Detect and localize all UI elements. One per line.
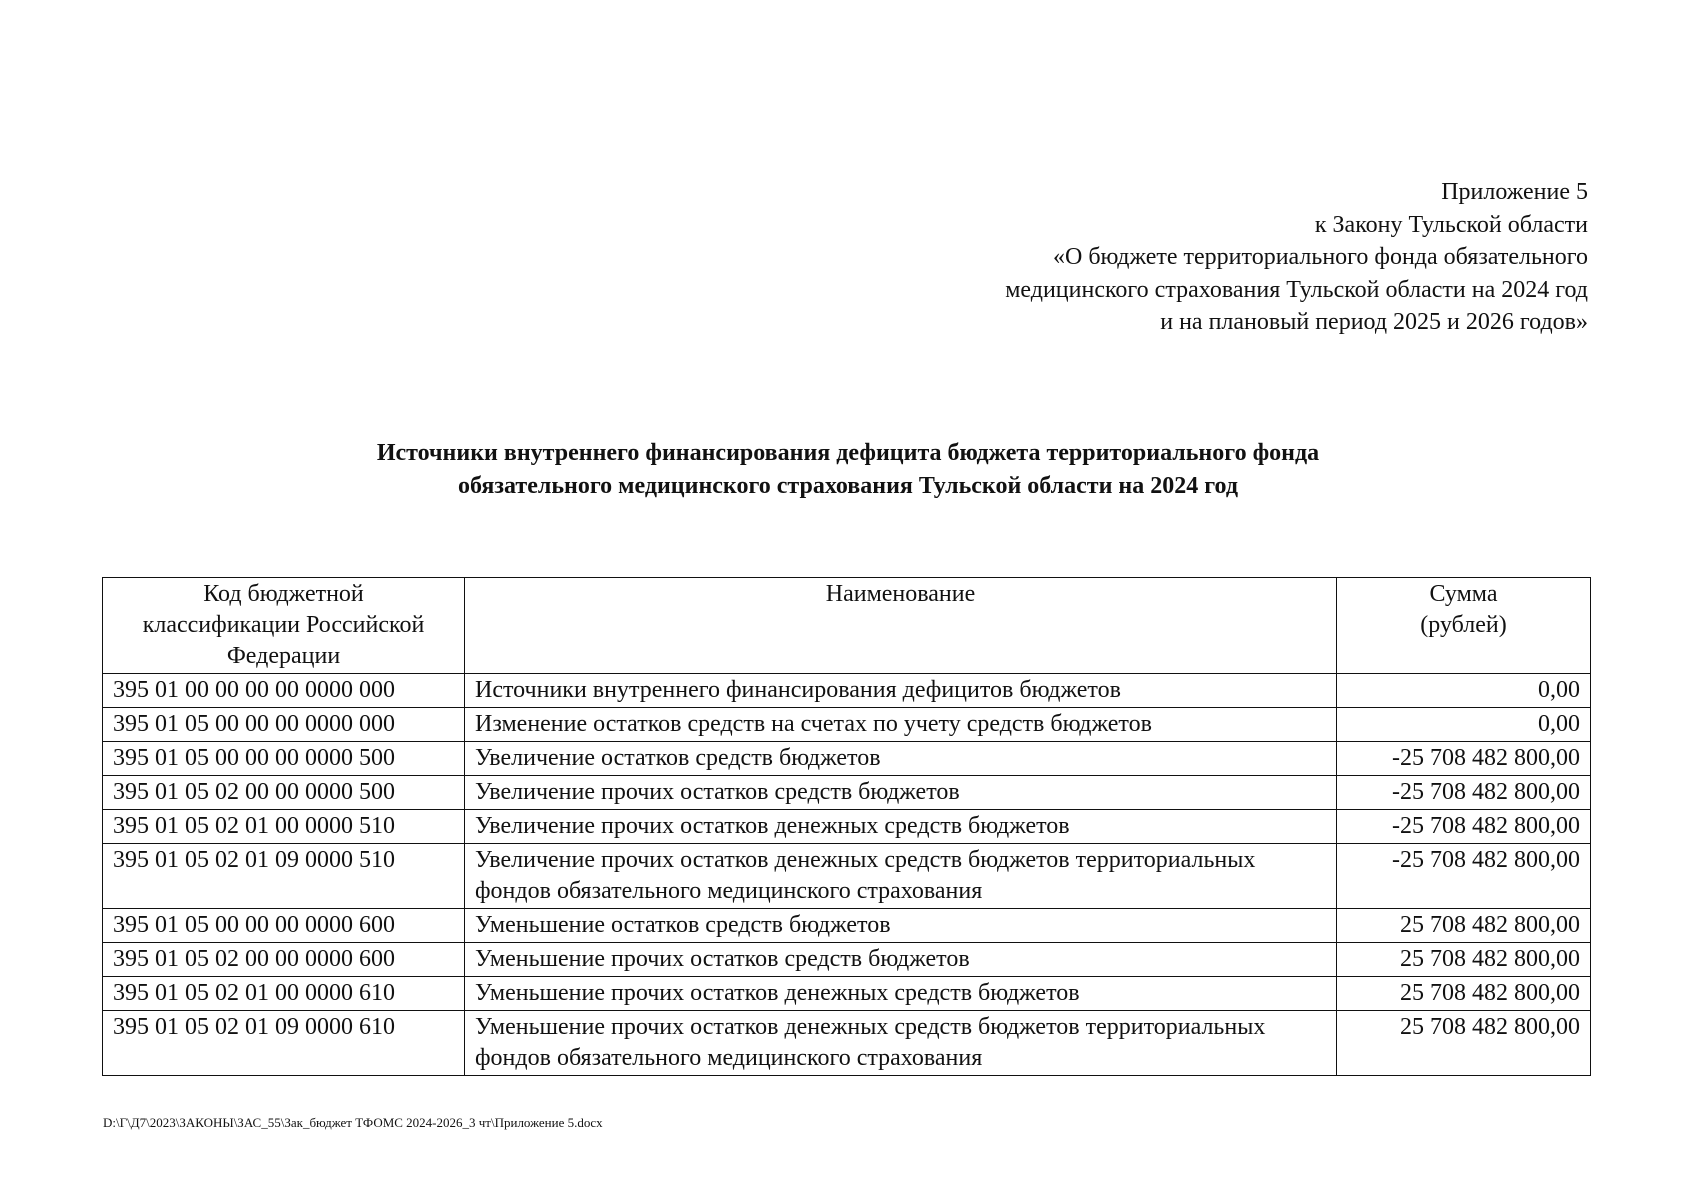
cell-code: 395 01 05 00 00 00 0000 600: [103, 909, 465, 943]
table-row: [103, 708, 1591, 742]
table-row: [103, 776, 1591, 810]
table-row: [103, 674, 1591, 708]
cell-code: 395 01 05 00 00 00 0000 000: [103, 708, 465, 742]
cell-sum: 0,00: [1337, 708, 1591, 742]
document-title-line-2: обязательного медицинского страхования Тульской области на 2024 год: [458, 473, 1238, 499]
header-code: [103, 578, 465, 674]
appendix-line: и на плановый период 2025 и 2026 годов»: [1160, 309, 1588, 335]
cell-code: 395 01 05 02 01 00 0000 610: [103, 977, 465, 1011]
appendix-line: «О бюджете территориального фонда обязательного: [1053, 244, 1588, 270]
cell-name: Увеличение прочих остатков денежных средств бюджетов: [465, 810, 1337, 844]
cell-sum: -25 708 482 800,00: [1337, 742, 1591, 776]
cell-code: 395 01 05 02 01 00 0000 510: [103, 810, 465, 844]
file-path-footer: D:\Г\Д7\2023\ЗАКОНЫ\ЗАС_55\Зак_бюджет ТФОМС 2024-2026_3 чт\Приложение 5.docx: [103, 1115, 603, 1130]
header-sum: [1337, 578, 1591, 674]
cell-name: Источники внутреннего финансирования дефицитов бюджетов: [465, 674, 1337, 708]
cell-code: 395 01 05 02 00 00 0000 500: [103, 776, 465, 810]
table-row: [103, 844, 1591, 909]
cell-name: Уменьшение прочих остатков денежных средств бюджетов территориальных фондов обязательного медицинского страхования: [465, 1011, 1337, 1076]
table-row: [103, 1011, 1591, 1076]
cell-name: Уменьшение остатков средств бюджетов: [465, 909, 1337, 943]
table-row: [103, 742, 1591, 776]
cell-code: 395 01 00 00 00 00 0000 000: [103, 674, 465, 708]
cell-code: 395 01 05 00 00 00 0000 500: [103, 742, 465, 776]
appendix-line: Приложение 5: [1441, 179, 1588, 205]
cell-sum: 25 708 482 800,00: [1337, 1011, 1591, 1076]
cell-name: Увеличение прочих остатков денежных средств бюджетов территориальных фондов обязательного медицинского страхования: [465, 844, 1337, 909]
cell-name: Увеличение прочих остатков средств бюджетов: [465, 776, 1337, 810]
cell-name: Изменение остатков средств на счетах по учету средств бюджетов: [465, 708, 1337, 742]
appendix-line: медицинского страхования Тульской области на 2024 год: [1005, 276, 1588, 303]
appendix-line: к Закону Тульской области: [1314, 211, 1588, 238]
document-title: [0, 437, 1696, 503]
cell-name: Уменьшение прочих остатков денежных средств бюджетов: [465, 977, 1337, 1011]
cell-name: Увеличение остатков средств бюджетов: [465, 742, 1337, 776]
cell-sum: 25 708 482 800,00: [1337, 943, 1591, 977]
table-row: [103, 909, 1591, 943]
cell-sum: -25 708 482 800,00: [1337, 810, 1591, 844]
cell-code: 395 01 05 02 01 09 0000 510: [103, 844, 465, 909]
header-sum-label: Сумма (рублей): [1420, 581, 1507, 638]
cell-sum: -25 708 482 800,00: [1337, 776, 1591, 810]
table-row: [103, 943, 1591, 977]
header-name: Наименование: [465, 578, 1337, 674]
table-header-row: [103, 578, 1591, 674]
document-title-line-1: Источники внутреннего финансирования дефицита бюджета территориального фонда: [376, 440, 1320, 466]
cell-name: Уменьшение прочих остатков средств бюджетов: [465, 943, 1337, 977]
table-row: [103, 977, 1591, 1011]
cell-code: 395 01 05 02 01 09 0000 610: [103, 1011, 465, 1076]
header-code-label: Код бюджетной классификации Российской Федерации: [142, 581, 425, 669]
appendix-header: [1005, 176, 1588, 339]
cell-sum: 0,00: [1337, 674, 1591, 708]
cell-code: 395 01 05 02 00 00 0000 600: [103, 943, 465, 977]
financing-sources-table: [102, 577, 1591, 1076]
table-row: [103, 810, 1591, 844]
cell-sum: 25 708 482 800,00: [1337, 977, 1591, 1011]
cell-sum: -25 708 482 800,00: [1337, 844, 1591, 909]
cell-sum: 25 708 482 800,00: [1337, 909, 1591, 943]
